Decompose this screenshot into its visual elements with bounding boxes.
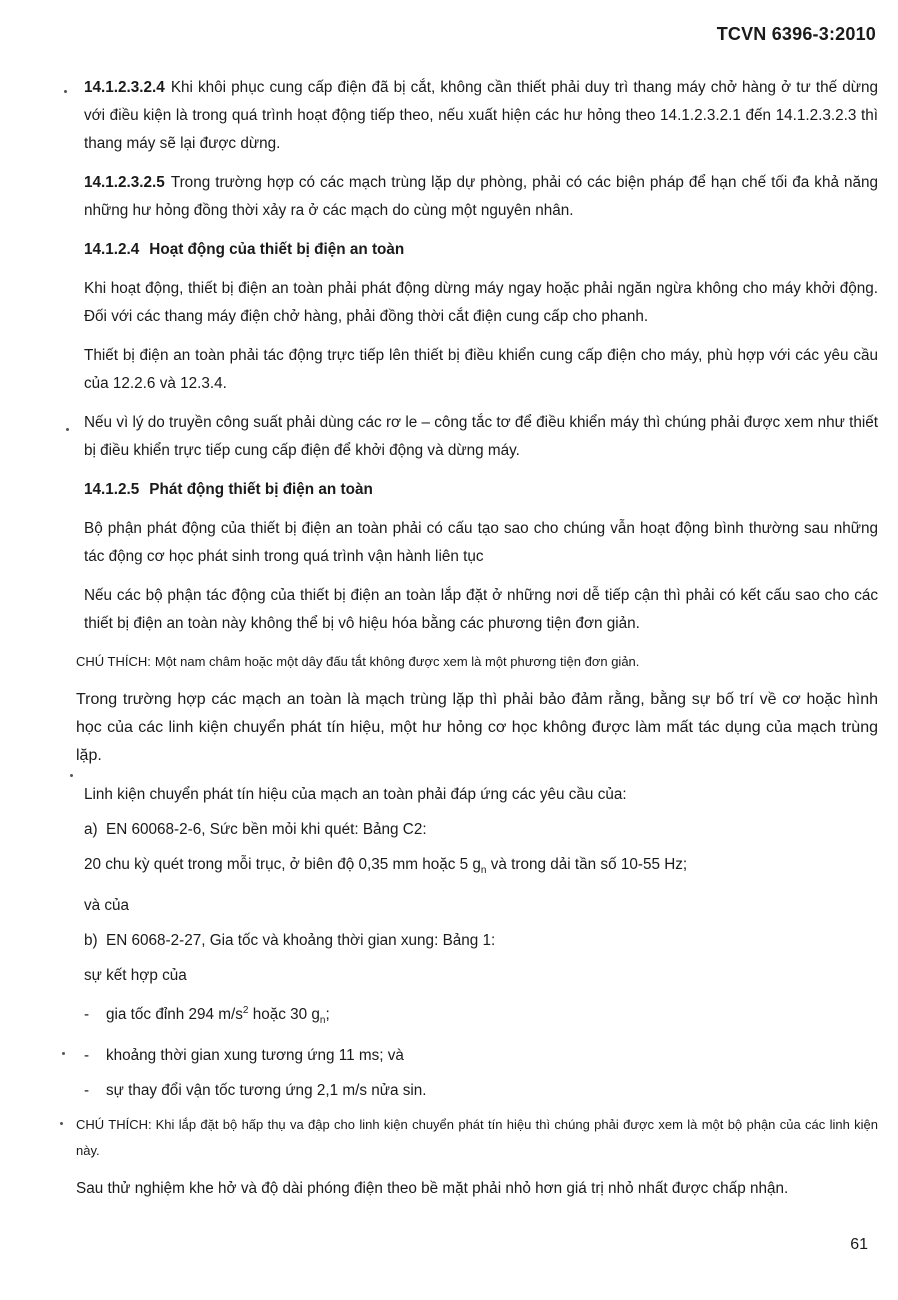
note	[76, 649, 878, 675]
paragraph: Bộ phận phát động của thiết bị điện an toàn phải có cấu tạo sao cho chúng vẫn hoạt động bình thường sau những tác động cơ học phát sinh trong quá trình vận hành liên tục	[84, 520, 878, 565]
subscript: n	[319, 1015, 326, 1027]
heading-number: 14.1.2.4	[84, 241, 140, 258]
list-item-a	[84, 816, 878, 844]
clause-14-1-2-3-2-5	[84, 169, 878, 225]
text-segment: gia tốc đỉnh 294 m/s	[106, 1006, 243, 1024]
note-label: CHÚ THÍCH:	[76, 654, 151, 669]
heading-title: Hoạt động của thiết bị điện an toàn	[149, 241, 405, 258]
superscript: 2	[242, 1005, 249, 1017]
text-line	[84, 851, 878, 885]
list-text: EN 6068-2-27, Gia tốc và khoảng thời gian xung: Bảng 1:	[106, 932, 496, 950]
clause-number: 14.1.2.3.2.4	[84, 79, 165, 96]
scan-speck	[62, 1052, 65, 1055]
paragraph: Nếu vì lý do truyền công suất phải dùng các rơ le – công tắc tơ để điều khiển máy thì chúng phải được xem như thiết bị điều khiển trực tiếp cung cấp điện để khởi động và dừng máy.	[84, 414, 878, 459]
text-segment: ;	[325, 1006, 330, 1024]
bullet-item	[84, 1042, 878, 1070]
paragraph: Nếu các bộ phận tác động của thiết bị điện an toàn lắp đặt ở những nơi dễ tiếp cận thì phải có kết cấu sao cho các thiết bị điện an toàn này không thể bị vô hiệu hóa bằng các phương tiện đơn giản.	[84, 587, 878, 632]
section-heading-14-1-2-4	[84, 236, 878, 264]
bullet-item	[84, 1077, 878, 1105]
subscript: n	[480, 865, 487, 877]
text-line: sự kết hợp của	[84, 967, 187, 985]
dash-bullet: -	[84, 1047, 90, 1065]
note-label: CHÚ THÍCH:	[76, 1117, 152, 1133]
text-segment: hoặc 30 g	[248, 1006, 320, 1024]
page-body	[76, 74, 878, 1214]
scan-speck	[64, 90, 67, 93]
list-label: b)	[84, 932, 98, 950]
dash-bullet: -	[84, 1082, 90, 1100]
scan-speck	[70, 774, 73, 777]
clause-14-1-2-3-2-4	[84, 74, 878, 158]
clause-text: Khi khôi phục cung cấp điện đã bị cắt, không cần thiết phải duy trì thang máy chở hàng ở tư thế dừng với điều kiện là trong quá trình hoạt động tiếp theo, nếu xuất hiện các hư hỏng theo 14.1.2.3.2.1 đến 14.1.2.3.2.3 thì thang máy sẽ lại được dừng.	[84, 79, 878, 152]
paragraph: Sau thử nghiệm khe hở và độ dài phóng điện theo bề mặt phải nhỏ hơn giá trị nhỏ nhất được chấp nhận.	[76, 1180, 789, 1198]
dash-bullet: -	[84, 1006, 90, 1024]
paragraph: Thiết bị điện an toàn phải tác động trực tiếp lên thiết bị điều khiển cung cấp điện cho máy, phù hợp với các yêu cầu của 12.2.6 và 12.3.4.	[84, 347, 878, 392]
clause-text: Trong trường hợp có các mạch trùng lặp dự phòng, phải có các biện pháp để hạn chế tối đa khả năng những hư hỏng đồng thời xảy ra ở các mạch do cùng một nguyên nhân.	[84, 174, 878, 219]
scan-speck	[60, 1122, 63, 1125]
list-item-b	[84, 927, 878, 955]
section-heading-14-1-2-5	[84, 476, 878, 504]
text-segment: 20 chu kỳ quét trong mỗi trục, ở biên độ 0,35 mm hoặc 5 g	[84, 856, 481, 873]
bullet-item	[84, 997, 878, 1035]
note-text: Một nam châm hoặc một dây đấu tắt không được xem là một phương tiện đơn giản.	[154, 654, 640, 669]
note-text: Khi lắp đặt bộ hấp thụ va đập cho linh kiện chuyển phát tín hiệu thì chúng phải được xem là một bộ phận của các linh kiện này.	[76, 1117, 878, 1159]
paragraph: Khi hoạt động, thiết bị điện an toàn phải phát động dừng máy ngay hoặc phải ngăn ngừa không cho máy khởi động. Đối với các thang máy điện chở hàng, phải đồng thời cắt điện cung cấp cho phanh.	[84, 280, 878, 325]
heading-title: Phát động thiết bị điện an toàn	[149, 481, 373, 498]
paragraph: Trong trường hợp các mạch an toàn là mạch trùng lặp thì phải bảo đảm rằng, bằng sự bố trí về cơ hoặc hình học của các linh kiện chuyển phát tín hiệu, một hư hỏng cơ học không được làm mất tác dụng của mạch trùng lặp.	[76, 691, 878, 764]
list-text: EN 60068-2-6, Sức bền mỏi khi quét: Bảng C2:	[106, 821, 427, 838]
clause-number: 14.1.2.3.2.5	[84, 174, 165, 191]
text-segment: sự thay đổi vận tốc tương ứng 2,1 m/s nửa sin.	[106, 1082, 427, 1100]
page-number: 61	[850, 1236, 868, 1253]
heading-number: 14.1.2.5	[84, 481, 140, 498]
standard-code: TCVN 6396-3:2010	[716, 24, 876, 44]
text-segment: và trong dải tần số 10-55 Hz;	[486, 856, 688, 873]
paragraph: Linh kiện chuyển phát tín hiệu của mạch an toàn phải đáp ứng các yêu cầu của:	[84, 786, 627, 803]
note	[76, 1112, 878, 1164]
scan-speck	[66, 428, 69, 431]
text-line: và của	[84, 897, 130, 915]
list-label: a)	[84, 821, 98, 838]
text-segment: khoảng thời gian xung tương ứng 11 ms; và	[106, 1047, 404, 1065]
